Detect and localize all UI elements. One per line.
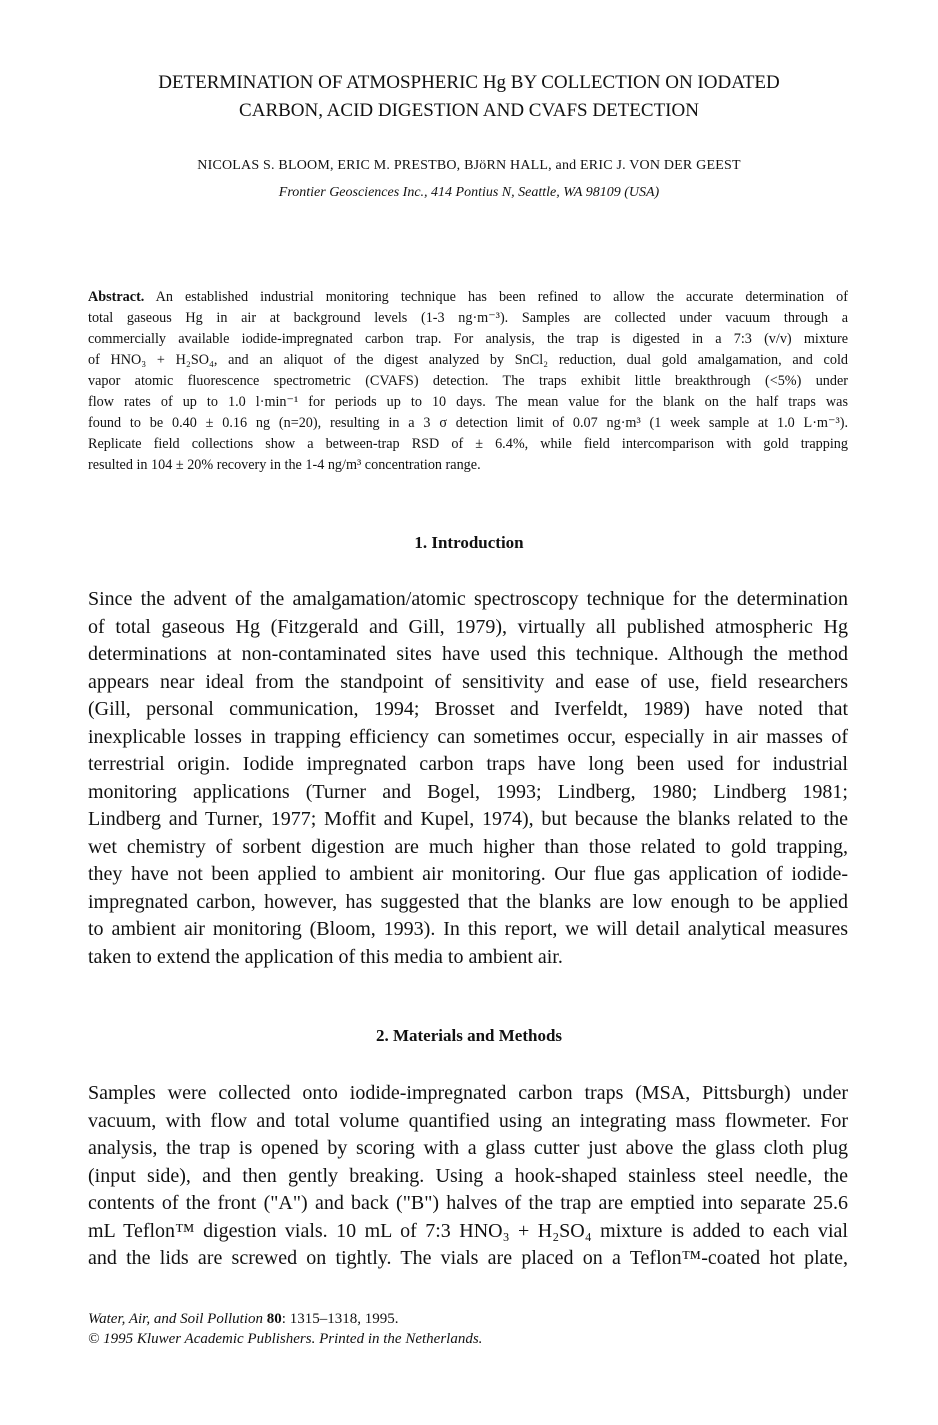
paragraph-line: appears near ideal from the standpoint of sensitivity and ease of use, field researchers <box>88 670 848 693</box>
paragraph-line: vacuum, with flow and total volume quantified using an integrating mass flowmeter. For <box>88 1109 848 1132</box>
abstract-text: vapor atomic fluorescence spectrometric (CVAFS) detection. The traps exhibit little breakthrough (<5%) under <box>88 373 848 389</box>
paragraph-line: (Gill, personal communication, 1994; Brosset and Iverfeldt, 1989) have noted that <box>88 698 848 720</box>
paragraph-line: mL Teflon™ digestion vials. 10 mL of 7:3 HNO₃ + H₂SO₄ mixture is added to each vial <box>88 1219 848 1242</box>
abstract-text: found to be 0.40 ± 0.16 ng (n=20), resulting in a 3 σ detection limit of 0.07 ng·m³ (1 week sample at 1.0 L·m⁻³). <box>88 415 848 431</box>
authors: NICOLAS S. BLOOM, ERIC M. PRESTBO, BJöRN HALL, and ERIC J. VON DER GEEST <box>197 158 741 173</box>
paragraph-line: wet chemistry of sorbent digestion are much higher than those related to gold trapping, <box>88 835 848 858</box>
journal-citation <box>88 1311 398 1328</box>
paragraph-line: Lindberg and Turner, 1977; Moffit and Kupel, 1974), but because the blanks related to the <box>88 808 848 830</box>
section-heading: 1. Introduction <box>414 533 524 552</box>
pages: : 1315–1318, 1995. <box>281 1311 399 1327</box>
paragraph-line: impregnated carbon, however, has suggested that the blanks are low enough to be applied <box>88 890 848 913</box>
abstract-text: of HNO₃ + H₂SO₄, and an aliquot of the digest analyzed by SnCl₂ reduction, dual gold amalgamation, and cold <box>88 352 848 368</box>
abstract-line <box>88 392 848 413</box>
abstract-line <box>88 308 848 329</box>
paragraph-line: and the lids are screwed on tightly. The vials are placed on a Teflon™-coated hot plate, <box>88 1247 848 1269</box>
paragraph-line: taken to extend the application of this media to ambient air. <box>88 945 563 968</box>
paragraph-line: contents of the front ("A") and back ("B") halves of the trap are emptied into separate 25.6 <box>88 1192 848 1214</box>
title-line: CARBON, ACID DIGESTION AND CVAFS DETECTION <box>239 100 699 121</box>
abstract-line <box>88 455 848 476</box>
section-heading: 2. Materials and Methods <box>375 1026 563 1045</box>
paragraph-line: Since the advent of the amalgamation/atomic spectroscopy technique for the determination <box>88 588 848 610</box>
abstract-line <box>88 350 848 371</box>
paragraph-line: of total gaseous Hg (Fitzgerald and Gill, 1979), virtually all published atmospheric Hg <box>88 615 848 638</box>
abstract-text: commercially available iodide-impregnated carbon trap. For analysis, the trap is digested in a 7:3 (v/v) mixture <box>88 331 848 347</box>
title-line: DETERMINATION OF ATMOSPHERIC Hg BY COLLECTION ON IODATED <box>158 72 780 93</box>
paper-title <box>0 69 938 125</box>
abstract-label: Abstract. <box>88 289 145 305</box>
volume: 80 <box>266 1311 282 1327</box>
affiliation: Frontier Geosciences Inc., 414 Pontius N, Seattle, WA 98109 (USA) <box>278 185 660 200</box>
abstract-text: An established industrial monitoring technique has been refined to allow the accurate determination of <box>144 289 848 305</box>
paragraph-line: Samples were collected onto iodide-impregnated carbon traps (MSA, Pittsburgh) under <box>88 1082 848 1104</box>
paragraph-line: terrestrial origin. Iodide impregnated carbon traps have long been used for industrial <box>88 753 848 775</box>
journal-name: Water, Air, and Soil Pollution <box>88 1311 264 1327</box>
abstract-line <box>88 287 848 308</box>
abstract-text: total gaseous Hg in air at background levels (1-3 ng·m⁻³). Samples are collected under vacuum through a <box>88 310 848 326</box>
paragraph-line: monitoring applications (Turner and Bogel, 1993; Lindberg, 1980; Lindberg 1981; <box>88 780 848 803</box>
abstract-line <box>88 413 848 434</box>
abstract-line <box>88 371 848 392</box>
copyright: © 1995 Kluwer Academic Publishers. Printed in the Netherlands. <box>88 1331 483 1347</box>
paragraph-line: (input side), and then gently breaking. Using a hook-shaped stainless steel needle, the <box>88 1164 848 1187</box>
paragraph-line: analysis, the trap is opened by scoring with a glass cutter just above the glass cloth plug <box>88 1137 848 1159</box>
abstract-text: resulted in 104 ± 20% recovery in the 1-4 ng/m³ concentration range. <box>88 457 481 473</box>
paragraph-line: they have not been applied to ambient air monitoring. Our flue gas application of iodide- <box>88 863 848 885</box>
abstract-text: Replicate field collections show a between-trap RSD of ± 6.4%, while field intercomparison with gold trapping <box>88 436 848 452</box>
abstract-text: flow rates of up to 1.0 l·min⁻¹ for periods up to 10 days. The mean value for the blank on the half traps was <box>88 394 848 410</box>
paragraph-line: to ambient air monitoring (Bloom, 1993). In this report, we will detail analytical measures <box>88 918 848 940</box>
paragraph-line: inexplicable losses in trapping efficiency can sometimes occur, especially in air masses of <box>88 725 848 748</box>
abstract-line <box>88 434 848 455</box>
paragraph-line: determinations at non-contaminated sites have used this technique. Although the method <box>88 643 848 665</box>
abstract-line <box>88 329 848 350</box>
